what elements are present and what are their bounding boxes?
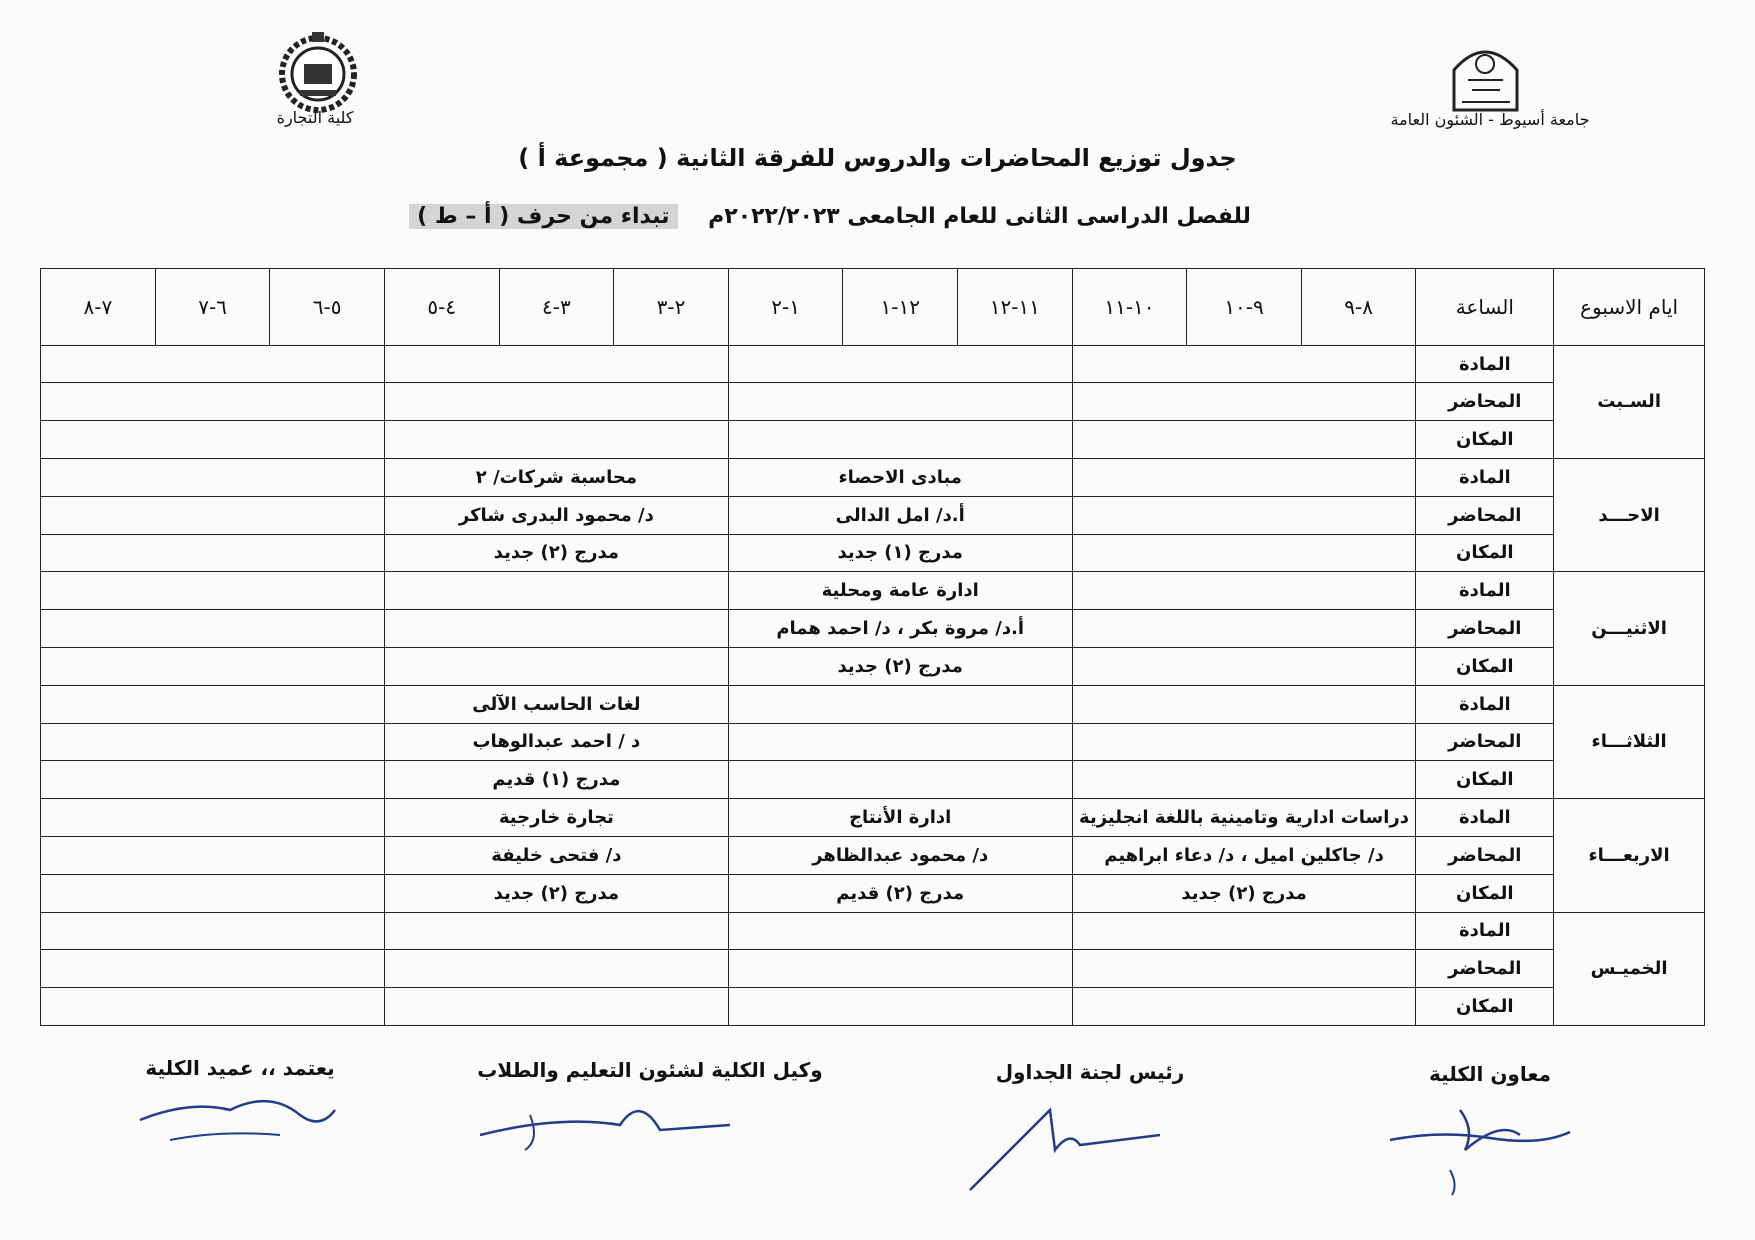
cell: محاسبة شركات/ ٢ <box>384 459 728 497</box>
signature-dean <box>130 1080 340 1170</box>
cell: أ.د/ مروة بكر ، د/ احمد همام <box>728 610 1072 648</box>
cell <box>41 912 385 950</box>
table-row <box>41 988 1705 1026</box>
cell: مدرج (١) قديم <box>384 761 728 799</box>
cell <box>1072 534 1416 572</box>
cell <box>384 647 728 685</box>
cell <box>384 572 728 610</box>
slot-header: ١-٢ <box>728 269 843 346</box>
signature-label-vice-dean: وكيل الكلية لشئون التعليم والطلاب <box>477 1058 823 1082</box>
cell <box>728 761 1072 799</box>
slot-header: ١٢-١ <box>843 269 958 346</box>
cell: ادارة عامة ومحلية <box>728 572 1072 610</box>
row-label-subject: المادة <box>1416 685 1554 723</box>
cell: مبادى الاحصاء <box>728 459 1072 497</box>
signature-label-dean: يعتمد ،، عميد الكلية <box>145 1056 335 1080</box>
cell <box>41 459 385 497</box>
row-label-lecturer: المحاضر <box>1416 610 1554 648</box>
slot-header: ٧-٨ <box>41 269 156 346</box>
slot-header: ٨-٩ <box>1301 269 1416 346</box>
cell <box>728 988 1072 1026</box>
cell <box>41 685 385 723</box>
cell <box>41 799 385 837</box>
cell <box>728 421 1072 459</box>
cell <box>41 874 385 912</box>
cell <box>1072 647 1416 685</box>
cell <box>384 950 728 988</box>
row-label-place: المكان <box>1416 647 1554 685</box>
table-row <box>41 874 1705 912</box>
cell <box>41 421 385 459</box>
row-label-place: المكان <box>1416 761 1554 799</box>
slot-header: ٢-٣ <box>614 269 729 346</box>
cell: مدرج (١) جديد <box>728 534 1072 572</box>
cell <box>1072 912 1416 950</box>
slot-header: ٤-٥ <box>384 269 499 346</box>
signature-committee-head <box>960 1090 1180 1200</box>
cell: د/ جاكلين اميل ، د/ دعاء ابراهيم <box>1072 836 1416 874</box>
cell <box>728 685 1072 723</box>
table-row <box>41 345 1705 383</box>
cell <box>41 383 385 421</box>
row-label-place: المكان <box>1416 874 1554 912</box>
signature-assistant <box>1380 1090 1580 1200</box>
cell <box>1072 459 1416 497</box>
cell <box>41 836 385 874</box>
row-label-subject: المادة <box>1416 912 1554 950</box>
cell <box>384 383 728 421</box>
cell <box>728 383 1072 421</box>
cell: أ.د/ امل الدالى <box>728 496 1072 534</box>
cell <box>41 950 385 988</box>
day-monday: الاثنيـــن <box>1554 572 1705 685</box>
row-label-lecturer: المحاضر <box>1416 496 1554 534</box>
slot-header: ١٠-١١ <box>1072 269 1187 346</box>
cell <box>41 647 385 685</box>
day-wednesday: الاربعـــاء <box>1554 799 1705 912</box>
cell <box>1072 383 1416 421</box>
row-label-place: المكان <box>1416 421 1554 459</box>
table-row <box>41 723 1705 761</box>
cell <box>1072 950 1416 988</box>
faculty-logo <box>270 28 366 118</box>
faculty-name: كلية التجارة <box>276 108 354 127</box>
row-label-lecturer: المحاضر <box>1416 723 1554 761</box>
cell <box>728 345 1072 383</box>
row-label-subject: المادة <box>1416 572 1554 610</box>
cell <box>1072 572 1416 610</box>
header-row <box>41 269 1705 346</box>
day-thursday: الخميـس <box>1554 912 1705 1025</box>
table-row <box>41 950 1705 988</box>
table-row <box>41 836 1705 874</box>
day-sunday: الاحـــد <box>1554 459 1705 572</box>
table-row <box>41 496 1705 534</box>
signature-vice-dean <box>470 1085 770 1165</box>
slot-header: ٩-١٠ <box>1187 269 1302 346</box>
cell <box>728 723 1072 761</box>
slot-header: ٣-٤ <box>499 269 614 346</box>
cell <box>384 912 728 950</box>
cell <box>41 345 385 383</box>
cell <box>1072 345 1416 383</box>
cell: ادارة الأنتاج <box>728 799 1072 837</box>
page-title: جدول توزيع المحاضرات والدروس للفرقة الثانية ( مجموعة أ ) <box>518 144 1237 172</box>
table-row <box>41 610 1705 648</box>
cell <box>41 534 385 572</box>
hour-header: الساعة <box>1416 269 1554 346</box>
table-row <box>41 685 1705 723</box>
cell <box>1072 685 1416 723</box>
cell: مدرج (٢) جديد <box>384 534 728 572</box>
row-label-lecturer: المحاضر <box>1416 836 1554 874</box>
cell <box>1072 761 1416 799</box>
cell: مدرج (٢) جديد <box>1072 874 1416 912</box>
table-row <box>41 383 1705 421</box>
cell: مدرج (٢) قديم <box>728 874 1072 912</box>
subtitle-highlight: تبداء من حرف ( أ – ط ) <box>409 204 677 229</box>
table-row <box>41 421 1705 459</box>
cell: مدرج (٢) جديد <box>728 647 1072 685</box>
day-saturday: السـبت <box>1554 345 1705 458</box>
subtitle-main: للفصل الدراسى الثانى للعام الجامعى ٢٠٢٢/٢٠٢٣م <box>708 204 1251 229</box>
cell: مدرج (٢) جديد <box>384 874 728 912</box>
cell: تجارة خارجية <box>384 799 728 837</box>
cell <box>1072 723 1416 761</box>
cell: د / احمد عبدالوهاب <box>384 723 728 761</box>
university-name: جامعة أسيوط - الشئون العامة <box>1390 110 1590 129</box>
cell <box>384 988 728 1026</box>
cell: دراسات ادارية وتامينية باللغة انجليزية <box>1072 799 1416 837</box>
table-row <box>41 459 1705 497</box>
page-subtitle <box>330 204 1330 229</box>
signature-label-assistant: معاون الكلية <box>1428 1062 1552 1086</box>
cell <box>1072 988 1416 1026</box>
slot-header: ٦-٧ <box>155 269 270 346</box>
cell: لغات الحاسب الآلى <box>384 685 728 723</box>
table-row <box>41 572 1705 610</box>
university-logo <box>1448 40 1523 112</box>
cell <box>41 723 385 761</box>
row-label-subject: المادة <box>1416 345 1554 383</box>
cell <box>41 610 385 648</box>
cell: د/ فتحى خليفة <box>384 836 728 874</box>
row-label-lecturer: المحاضر <box>1416 383 1554 421</box>
cell <box>1072 610 1416 648</box>
cell <box>384 345 728 383</box>
cell <box>41 572 385 610</box>
slot-header: ١١-١٢ <box>958 269 1073 346</box>
day-tuesday: الثلاثـــاء <box>1554 685 1705 798</box>
cell <box>41 988 385 1026</box>
cell: د/ محمود البدرى شاكر <box>384 496 728 534</box>
cell <box>1072 496 1416 534</box>
signature-label-committee-head: رئيس لجنة الجداول <box>995 1060 1185 1084</box>
row-label-subject: المادة <box>1416 459 1554 497</box>
row-label-lecturer: المحاضر <box>1416 950 1554 988</box>
cell <box>41 761 385 799</box>
cell <box>384 421 728 459</box>
cell <box>728 912 1072 950</box>
table-row <box>41 799 1705 837</box>
row-label-subject: المادة <box>1416 799 1554 837</box>
cell <box>384 610 728 648</box>
table-row <box>41 912 1705 950</box>
row-label-place: المكان <box>1416 534 1554 572</box>
table-row <box>41 761 1705 799</box>
slot-header: ٥-٦ <box>270 269 385 346</box>
days-header: ايام الاسبوع <box>1554 269 1705 346</box>
table-row <box>41 647 1705 685</box>
cell <box>728 950 1072 988</box>
table-row <box>41 534 1705 572</box>
cell <box>1072 421 1416 459</box>
row-label-place: المكان <box>1416 988 1554 1026</box>
cell: د/ محمود عبدالظاهر <box>728 836 1072 874</box>
cell <box>41 496 385 534</box>
schedule-table <box>40 268 1705 1026</box>
